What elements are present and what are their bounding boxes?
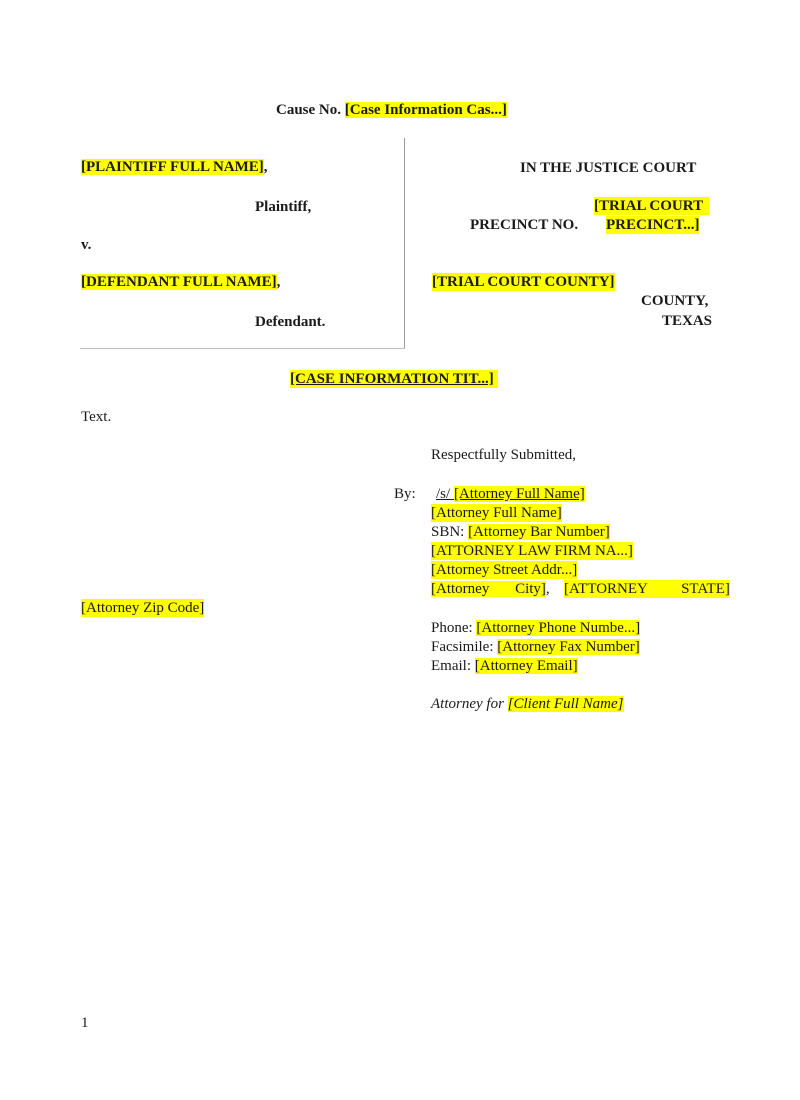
plaintiff-role: Plaintiff, <box>255 199 312 215</box>
city: [Attorney City] <box>431 581 546 597</box>
state-word: TEXAS <box>662 313 713 329</box>
sbn-label: SBN: <box>431 524 465 540</box>
caption-vertical-divider <box>404 138 405 349</box>
phone-value: [Attorney Phone Numbe...] <box>476 620 641 636</box>
document-title: [CASE INFORMATION TIT...] <box>290 370 498 388</box>
cause-label: Cause No. <box>276 102 342 118</box>
plaintiff-name: [PLAINTIFF FULL NAME] <box>81 159 264 175</box>
signature-line <box>433 485 587 503</box>
caption-bottom-rule <box>80 348 405 349</box>
phone-label: Phone: <box>431 620 473 636</box>
fax-line <box>431 638 640 656</box>
sig-prefix: /s/ <box>436 486 451 502</box>
plaintiff-comma: , <box>263 159 268 175</box>
sig-name: [Attorney Full Name] <box>453 486 585 502</box>
email-label: Email: <box>431 658 471 674</box>
county-word: COUNTY, <box>641 293 709 309</box>
court-name: IN THE JUSTICE COURT <box>520 160 697 176</box>
cause-value: [Case Information Cas...] <box>344 102 507 118</box>
precinct-label: PRECINCT NO. <box>470 217 579 233</box>
zip-code: [Attorney Zip Code] <box>81 600 205 616</box>
defendant-name: [DEFENDANT FULL NAME] <box>81 274 277 290</box>
law-firm: [ATTORNEY LAW FIRM NA...] <box>431 543 633 559</box>
fax-value: [Attorney Fax Number] <box>497 639 640 655</box>
trial-court-placeholder: [TRIAL COURT <box>594 197 709 215</box>
street-address: [Attorney Street Addr...] <box>431 562 578 578</box>
by-label: By: <box>394 486 416 502</box>
attorney-for-line <box>431 695 624 713</box>
defendant-name-line <box>81 273 280 291</box>
county-placeholder: [TRIAL COURT COUNTY] <box>432 274 615 290</box>
email-value: [Attorney Email] <box>474 658 578 674</box>
versus: v. <box>81 237 92 253</box>
defendant-comma: , <box>276 274 281 290</box>
client-name: [Client Full Name] <box>507 696 624 712</box>
body-text: Text. <box>81 409 112 425</box>
attorney-for-label: Attorney for <box>431 696 504 712</box>
plaintiff-name-line <box>81 158 268 176</box>
closing: Respectfully Submitted, <box>431 447 576 463</box>
precinct-value: PRECINCT...] <box>606 217 700 233</box>
defendant-role: Defendant. <box>255 314 326 330</box>
city-separator: , <box>545 581 550 597</box>
state: [ATTORNEY STATE] <box>564 581 730 597</box>
email-line <box>431 657 578 675</box>
cause-number <box>276 101 507 119</box>
fax-label: Facsimile: <box>431 639 494 655</box>
city-state-line <box>431 580 550 598</box>
sbn-value: [Attorney Bar Number] <box>468 524 610 540</box>
attorney-name: [Attorney Full Name] <box>431 505 562 521</box>
phone-line <box>431 619 640 637</box>
page-number: 1 <box>81 1015 89 1031</box>
sbn-line <box>431 523 610 541</box>
